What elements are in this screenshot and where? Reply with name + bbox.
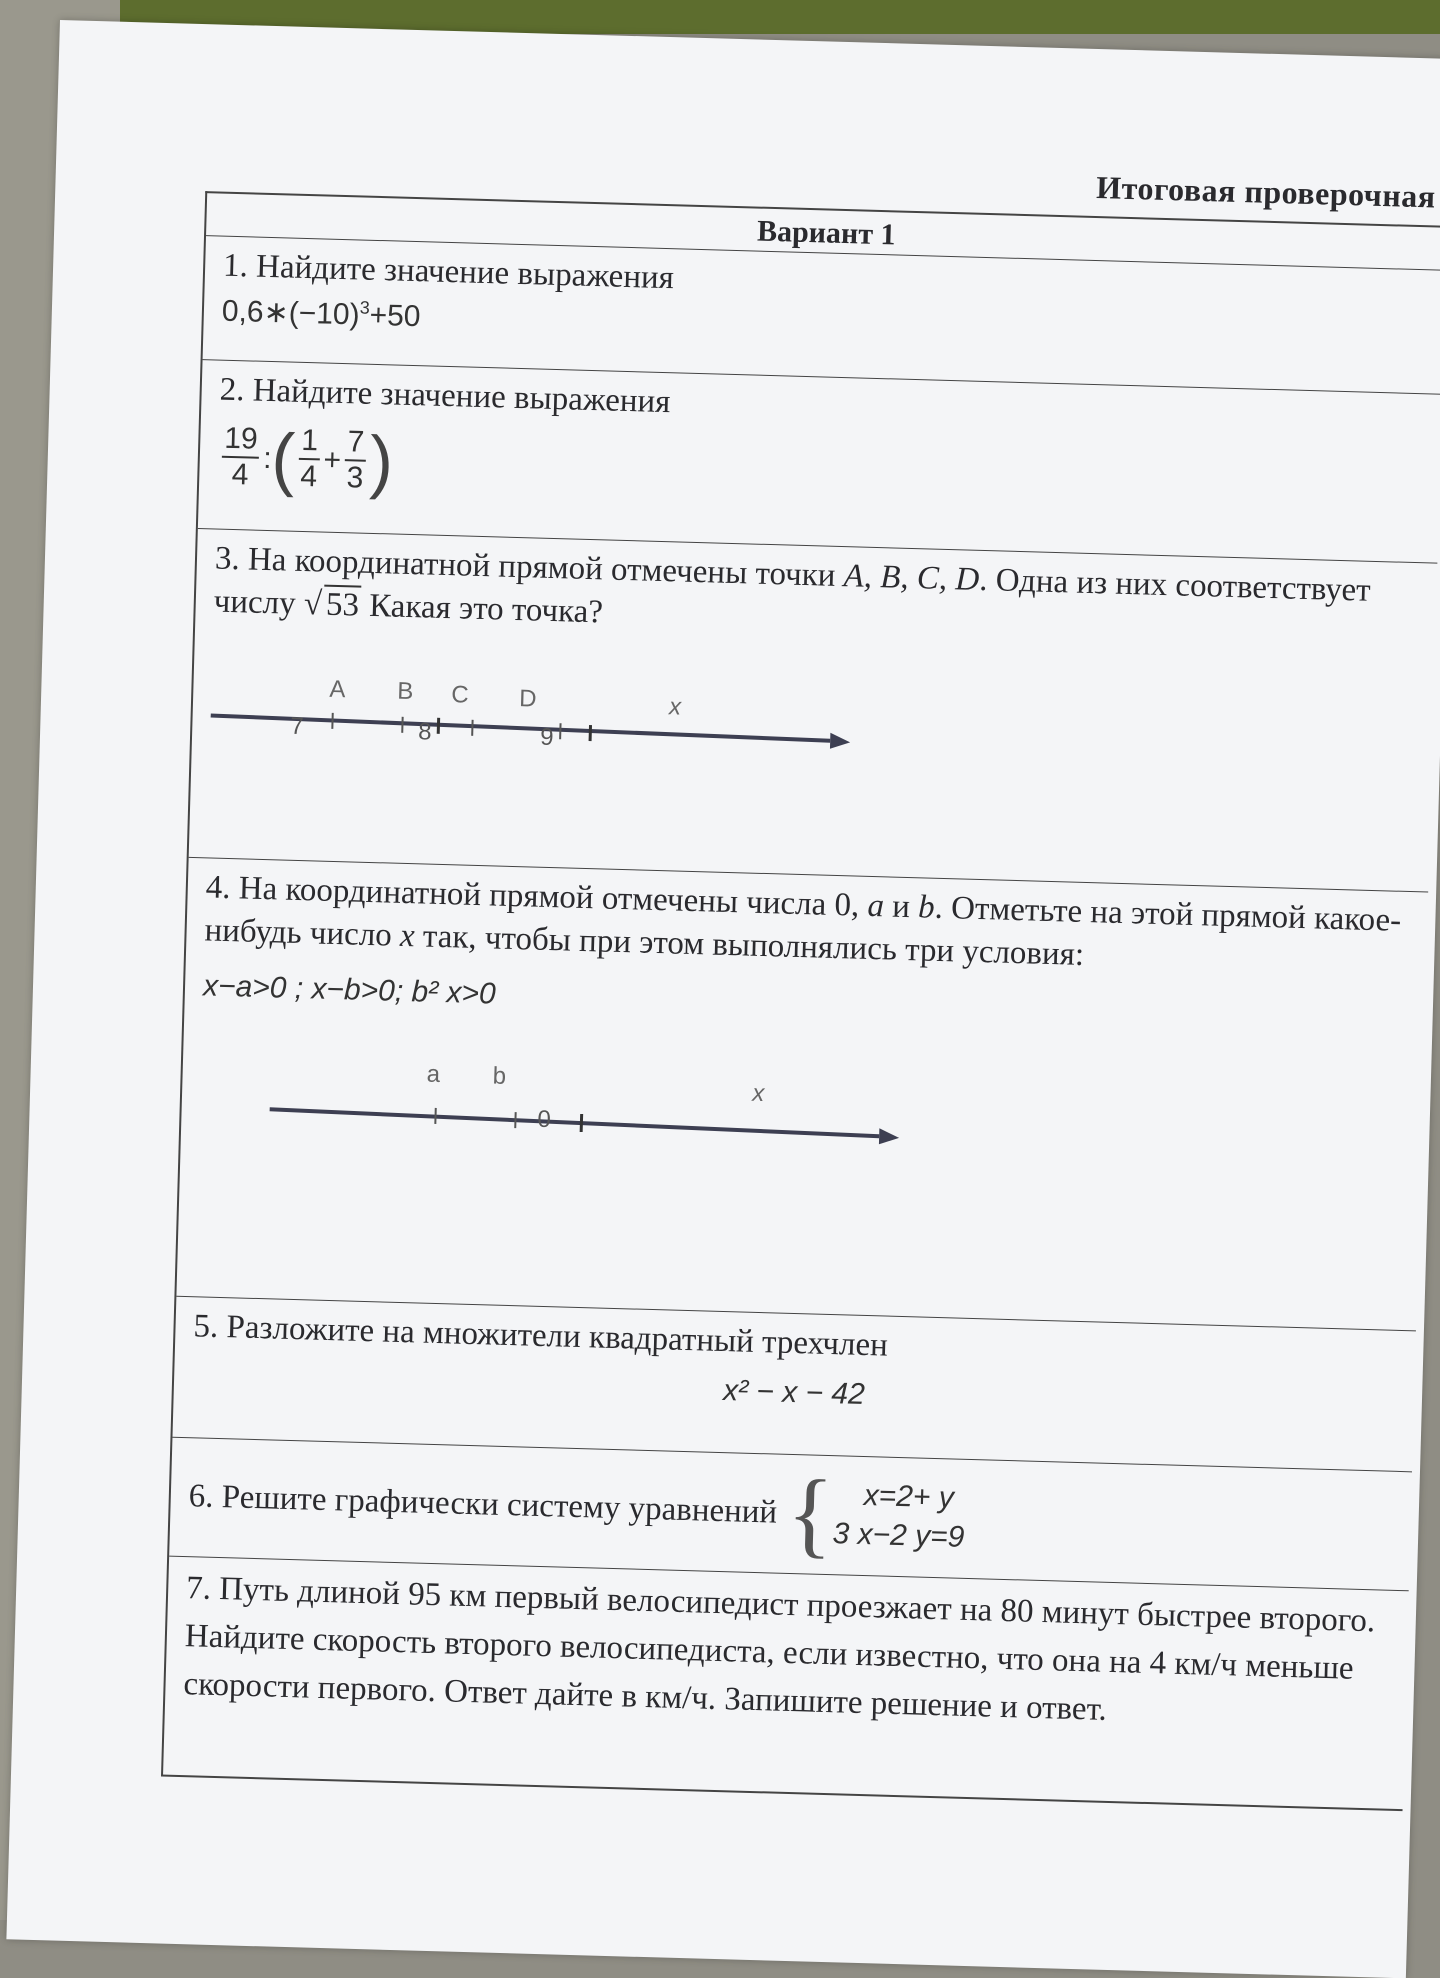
task-2: [198, 360, 1440, 564]
task-2-text: 2. Найдите значение выражения: [219, 369, 1424, 445]
axis-label-x: x: [668, 693, 683, 720]
fraction-numerator: 1: [299, 424, 321, 461]
task-4-text-part: так, чтобы при этом выполнялись три условия:: [414, 918, 1084, 973]
tick-0: [581, 1114, 582, 1132]
tick-label-7: 7: [290, 712, 304, 739]
division-sign: :: [263, 439, 272, 478]
variant-heading: Вариант 1: [206, 193, 1440, 271]
task-4-conditions: x−a>0 ; x−b>0; b² x>0: [203, 966, 1408, 1039]
equation-1: x=2+ y: [833, 1475, 966, 1518]
page-title: Итоговая проверочная: [205, 144, 1440, 226]
variable-a: a: [867, 888, 884, 924]
axis-arrow: [879, 1128, 899, 1145]
point-label-a: A: [329, 676, 346, 703]
task-1-expr-tail: +50: [369, 299, 421, 333]
point-label-b: B: [397, 677, 414, 704]
number-line-task-3: [208, 653, 1416, 837]
axis-line: [269, 1109, 879, 1136]
tick-label-9: 9: [540, 723, 554, 750]
fraction-7-3: [344, 425, 367, 497]
task-3-text-part: . Одна из них соответствует числу: [213, 562, 1371, 622]
number-line-task-4: [197, 1045, 1405, 1229]
task-3-points: A, B, C, D: [843, 558, 980, 598]
task-1-expr-exponent: 3: [360, 297, 371, 317]
task-1-text: 1. Найдите значение выражения: [223, 245, 1428, 321]
task-4-text-part: 4. На координатной прямой отмечены числа 0,: [205, 869, 868, 923]
task-5-expression: x² − x − 42: [192, 1356, 1397, 1429]
task-3-text-part: Какая это точка?: [361, 588, 604, 631]
fraction-1-4: [298, 424, 321, 496]
axis-label-x: x: [751, 1080, 766, 1107]
fraction-denominator: 4: [229, 458, 251, 493]
tick-label-0: 0: [537, 1106, 551, 1133]
variable-b: b: [918, 889, 935, 925]
point-label-a: a: [426, 1060, 441, 1087]
equation-system: [786, 1465, 966, 1566]
task-4-text-part: и: [884, 888, 919, 925]
system-equations: [832, 1475, 966, 1557]
tasks-table: [161, 191, 1440, 1811]
point-label-c: C: [451, 681, 469, 708]
paper-sheet: [6, 20, 1440, 1978]
fraction-numerator: 7: [345, 425, 367, 462]
plus-sign: +: [323, 440, 342, 479]
equation-2: 3 x−2 y=9: [832, 1514, 965, 1557]
fraction-denominator: 3: [344, 462, 366, 497]
task-3: [189, 529, 1438, 892]
point-label-d: D: [519, 685, 537, 712]
task-6-text: 6. Решите графически систему уравнений: [188, 1475, 777, 1534]
task-5-text: 5. Разложите на множители квадратный трехчлен: [193, 1305, 1398, 1381]
sqrt-sign: √: [303, 586, 322, 622]
variable-x: x: [400, 918, 416, 954]
task-7: [163, 1557, 1409, 1810]
number-line-svg: [198, 1045, 961, 1186]
open-paren: (: [270, 413, 296, 505]
tick-label-8: 8: [418, 718, 432, 745]
task-4: [176, 858, 1428, 1331]
fraction-denominator: 4: [298, 460, 320, 495]
task-1-expr-base: 0,6∗(−10): [221, 295, 360, 332]
brace-icon: {: [786, 1465, 835, 1562]
task-7-text: 7. Путь длиной 95 км первый велосипедист проезжает на 80 минут быстрее второго. Найдите скорость второго велосипедиста, если известно, что она на 4 км/ч меньше скорости первого. Ответ дайте в км/ч. Запишите решение и ответ.: [183, 1565, 1391, 1742]
axis-arrow: [830, 733, 850, 750]
task-4-text-part: . Отметьте на этой прямой какое-нибудь число: [204, 890, 1402, 954]
point-label-b: b: [492, 1062, 506, 1089]
number-line-svg: [209, 653, 912, 792]
fraction-numerator: 19: [222, 422, 260, 460]
close-paren: ): [368, 416, 394, 508]
fraction-19-4: [221, 422, 260, 494]
worksheet: [161, 144, 1440, 1811]
task-3-text-part: 3. На координатной прямой отмечены точки: [215, 541, 845, 595]
sqrt-argument: 53: [324, 584, 362, 623]
